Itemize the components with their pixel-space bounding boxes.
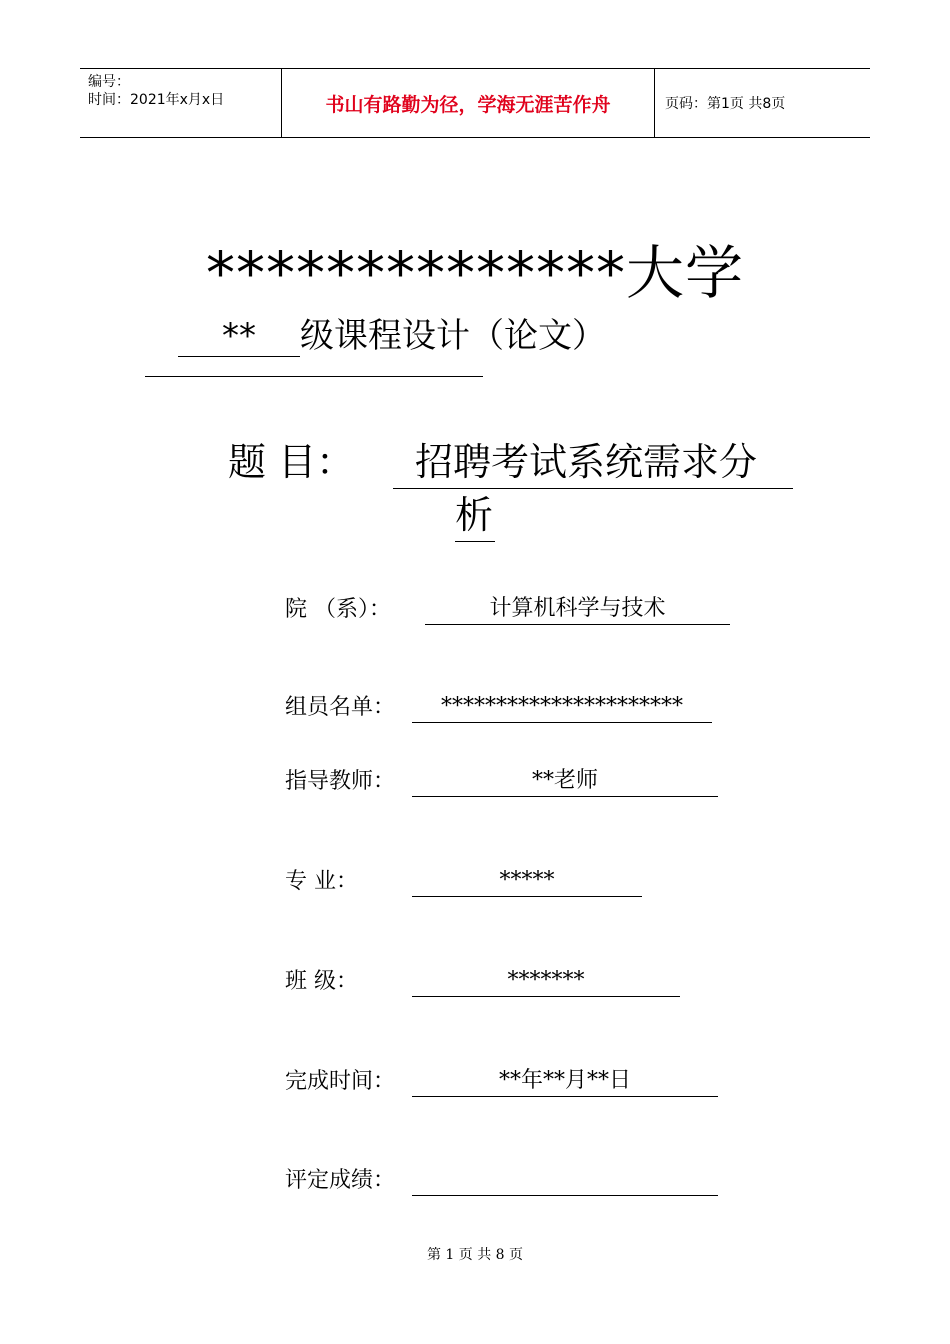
field-value: *****	[412, 866, 642, 897]
course-suffix: 级课程设计（论文）	[300, 316, 606, 356]
field-class	[285, 966, 680, 997]
field-label: 完成时间：	[285, 1069, 396, 1094]
university-name: **************大学	[205, 239, 744, 307]
field-value: **********************	[412, 692, 712, 723]
course-grade-blank: **	[178, 316, 300, 357]
divider-line	[145, 376, 483, 377]
title-line-1: 招聘考试系统需求分	[393, 436, 793, 489]
field-value: **老师	[412, 766, 718, 797]
field-department	[285, 594, 730, 625]
motto-text: 书山有路勤为径，学海无涯苦作舟	[325, 93, 611, 116]
page-code-text: 页码：第1页 共8页	[665, 96, 786, 112]
field-value: **年**月**日	[412, 1066, 718, 1097]
field-label: 院 （系）：	[285, 597, 391, 622]
field-completion-date	[285, 1066, 718, 1097]
title-label: 题 目：	[228, 440, 355, 484]
field-label: 指导教师：	[285, 769, 396, 794]
page-footer: 第 1 页 共 8 页	[426, 1247, 524, 1263]
field-value	[412, 1166, 718, 1196]
field-members	[285, 692, 712, 723]
course-heading	[178, 312, 606, 360]
field-label: 专 业：	[285, 869, 358, 894]
field-label: 组员名单：	[285, 695, 396, 720]
field-label: 评定成绩：	[285, 1168, 396, 1193]
title-value	[393, 436, 793, 542]
number-label: 编号：	[88, 74, 130, 90]
field-grade	[285, 1166, 718, 1196]
field-advisor	[285, 766, 718, 797]
title-line-2: 析	[455, 489, 495, 542]
header-left-cell	[80, 69, 281, 137]
field-label: 班 级：	[285, 969, 358, 994]
header-page-code	[655, 69, 870, 137]
time-label: 时间：2021年x月x日	[88, 92, 225, 108]
field-value: *******	[412, 966, 680, 997]
page-header	[80, 68, 870, 138]
header-motto	[281, 69, 655, 137]
field-value: 计算机科学与技术	[425, 594, 730, 625]
field-major	[285, 866, 642, 897]
